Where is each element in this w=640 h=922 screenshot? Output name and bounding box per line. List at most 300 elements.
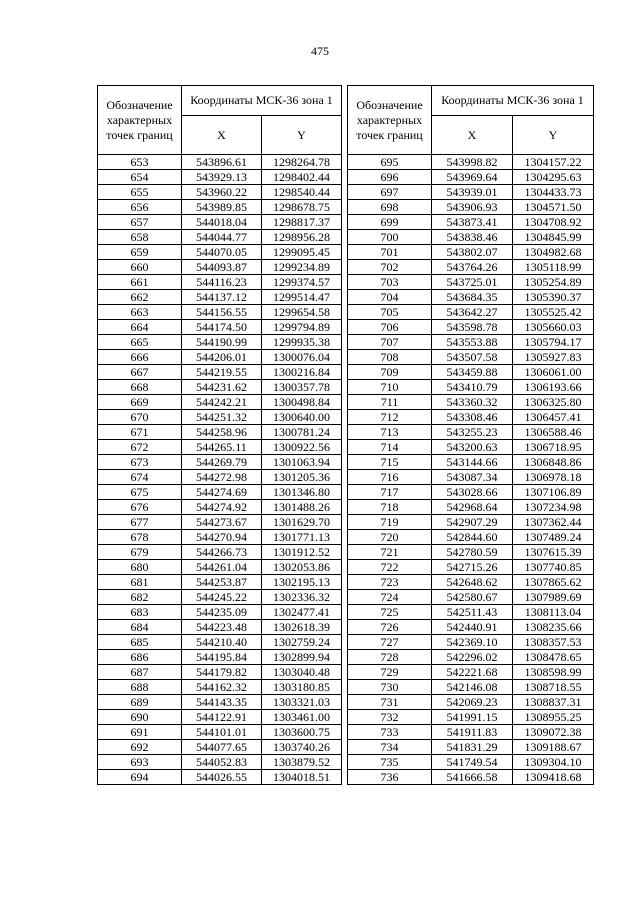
point-number-cell: 653 (98, 155, 182, 170)
table-row (348, 575, 594, 590)
point-number-cell: 710 (348, 380, 432, 395)
point-number-cell: 711 (348, 395, 432, 410)
point-number-cell: 663 (98, 305, 182, 320)
point-number-cell: 697 (348, 185, 432, 200)
y-coordinate-cell: 1309304.10 (513, 755, 594, 770)
x-coordinate-cell: 544156.55 (182, 305, 262, 320)
table-row (98, 365, 342, 380)
x-coordinate-cell: 543998.82 (432, 155, 513, 170)
y-coordinate-cell: 1302618.39 (262, 620, 342, 635)
x-coordinate-cell: 542146.08 (432, 680, 513, 695)
x-coordinate-cell: 544253.87 (182, 575, 262, 590)
point-number-cell: 672 (98, 440, 182, 455)
point-number-cell: 689 (98, 695, 182, 710)
y-coordinate-cell: 1307989.69 (513, 590, 594, 605)
y-coordinate-cell: 1306325.80 (513, 395, 594, 410)
table-row (98, 170, 342, 185)
point-number-cell: 712 (348, 410, 432, 425)
table-row (348, 365, 594, 380)
table-row (348, 290, 594, 305)
point-number-cell: 694 (98, 770, 182, 785)
y-coordinate-cell: 1303321.03 (262, 695, 342, 710)
y-coordinate-cell: 1307106.89 (513, 485, 594, 500)
y-coordinate-cell: 1303600.75 (262, 725, 342, 740)
point-number-cell: 698 (348, 200, 432, 215)
table-row (98, 455, 342, 470)
x-coordinate-cell: 542844.60 (432, 530, 513, 545)
point-number-cell: 658 (98, 230, 182, 245)
x-coordinate-cell: 543873.41 (432, 215, 513, 230)
point-number-cell: 713 (348, 425, 432, 440)
table-row (98, 380, 342, 395)
table-row (348, 410, 594, 425)
y-coordinate-cell: 1306061.00 (513, 365, 594, 380)
x-coordinate-cell: 543028.66 (432, 485, 513, 500)
x-coordinate-cell: 543929.13 (182, 170, 262, 185)
point-number-cell: 687 (98, 665, 182, 680)
table-row (98, 440, 342, 455)
table-row (98, 485, 342, 500)
x-coordinate-cell: 543838.46 (432, 230, 513, 245)
point-number-cell: 680 (98, 560, 182, 575)
y-coordinate-cell: 1303740.26 (262, 740, 342, 755)
y-coordinate-cell: 1302759.24 (262, 635, 342, 650)
x-coordinate-cell: 543255.23 (432, 425, 513, 440)
table-row (348, 275, 594, 290)
y-coordinate-cell: 1307740.85 (513, 560, 594, 575)
table-row (98, 755, 342, 770)
y-coordinate-cell: 1302899.94 (262, 650, 342, 665)
y-coordinate-cell: 1308837.31 (513, 695, 594, 710)
x-coordinate-cell: 543906.93 (432, 200, 513, 215)
y-coordinate-cell: 1304982.68 (513, 245, 594, 260)
x-coordinate-cell: 543939.01 (432, 185, 513, 200)
table-row (98, 605, 342, 620)
table-row (348, 335, 594, 350)
point-number-cell: 725 (348, 605, 432, 620)
y-coordinate-cell: 1300781.24 (262, 425, 342, 440)
x-coordinate-cell: 543200.63 (432, 440, 513, 455)
y-coordinate-cell: 1299794.89 (262, 320, 342, 335)
x-coordinate-cell: 544210.40 (182, 635, 262, 650)
point-number-cell: 685 (98, 635, 182, 650)
x-coordinate-cell: 542369.10 (432, 635, 513, 650)
table-row (348, 185, 594, 200)
point-number-cell: 690 (98, 710, 182, 725)
point-number-cell: 669 (98, 395, 182, 410)
x-coordinate-cell: 542648.62 (432, 575, 513, 590)
point-number-cell: 716 (348, 470, 432, 485)
x-coordinate-cell: 544026.55 (182, 770, 262, 785)
table-row (348, 665, 594, 680)
x-coordinate-cell: 544206.01 (182, 350, 262, 365)
y-coordinate-cell: 1302053.86 (262, 560, 342, 575)
table-row (348, 455, 594, 470)
point-number-cell: 674 (98, 470, 182, 485)
x-coordinate-cell: 543553.88 (432, 335, 513, 350)
y-coordinate-cell: 1304157.22 (513, 155, 594, 170)
header-x: X (432, 116, 513, 155)
y-coordinate-cell: 1306718.95 (513, 440, 594, 455)
y-coordinate-cell: 1306193.66 (513, 380, 594, 395)
table-row (348, 215, 594, 230)
y-coordinate-cell: 1302336.32 (262, 590, 342, 605)
point-number-cell: 660 (98, 260, 182, 275)
y-coordinate-cell: 1299374.57 (262, 275, 342, 290)
point-number-cell: 688 (98, 680, 182, 695)
y-coordinate-cell: 1298540.44 (262, 185, 342, 200)
y-coordinate-cell: 1308357.53 (513, 635, 594, 650)
point-number-cell: 723 (348, 575, 432, 590)
point-number-cell: 728 (348, 650, 432, 665)
point-number-cell: 682 (98, 590, 182, 605)
table-row (348, 515, 594, 530)
table-row (348, 605, 594, 620)
x-coordinate-cell: 541749.54 (432, 755, 513, 770)
x-coordinate-cell: 544101.01 (182, 725, 262, 740)
table-row (348, 650, 594, 665)
x-coordinate-cell: 544231.62 (182, 380, 262, 395)
x-coordinate-cell: 544044.77 (182, 230, 262, 245)
point-number-cell: 704 (348, 290, 432, 305)
y-coordinate-cell: 1304295.63 (513, 170, 594, 185)
point-number-cell: 662 (98, 290, 182, 305)
y-coordinate-cell: 1307489.24 (513, 530, 594, 545)
x-coordinate-cell: 542968.64 (432, 500, 513, 515)
y-coordinate-cell: 1308598.99 (513, 665, 594, 680)
table-body-left (98, 155, 342, 785)
point-number-cell: 695 (348, 155, 432, 170)
table-row (98, 425, 342, 440)
x-coordinate-cell: 542511.43 (432, 605, 513, 620)
y-coordinate-cell: 1303040.48 (262, 665, 342, 680)
point-number-cell: 731 (348, 695, 432, 710)
point-number-cell: 706 (348, 320, 432, 335)
table-row (348, 560, 594, 575)
y-coordinate-cell: 1301346.80 (262, 485, 342, 500)
y-coordinate-cell: 1300640.00 (262, 410, 342, 425)
point-number-cell: 726 (348, 620, 432, 635)
y-coordinate-cell: 1303180.85 (262, 680, 342, 695)
header-designation: Обозначение характерных точек границ (98, 86, 182, 155)
point-number-cell: 665 (98, 335, 182, 350)
table-row (348, 170, 594, 185)
table-row (348, 155, 594, 170)
x-coordinate-cell: 544179.82 (182, 665, 262, 680)
table-row (98, 500, 342, 515)
y-coordinate-cell: 1309418.68 (513, 770, 594, 785)
x-coordinate-cell: 541991.15 (432, 710, 513, 725)
x-coordinate-cell: 543960.22 (182, 185, 262, 200)
x-coordinate-cell: 544143.35 (182, 695, 262, 710)
y-coordinate-cell: 1299514.47 (262, 290, 342, 305)
point-number-cell: 692 (98, 740, 182, 755)
y-coordinate-cell: 1305794.17 (513, 335, 594, 350)
x-coordinate-cell: 543507.58 (432, 350, 513, 365)
table-row (348, 680, 594, 695)
table-row (98, 215, 342, 230)
point-number-cell: 667 (98, 365, 182, 380)
point-number-cell: 717 (348, 485, 432, 500)
y-coordinate-cell: 1307234.98 (513, 500, 594, 515)
x-coordinate-cell: 544261.04 (182, 560, 262, 575)
point-number-cell: 721 (348, 545, 432, 560)
y-coordinate-cell: 1304708.92 (513, 215, 594, 230)
point-number-cell: 700 (348, 230, 432, 245)
y-coordinate-cell: 1308478.65 (513, 650, 594, 665)
y-coordinate-cell: 1308113.04 (513, 605, 594, 620)
point-number-cell: 655 (98, 185, 182, 200)
x-coordinate-cell: 542296.02 (432, 650, 513, 665)
point-number-cell: 705 (348, 305, 432, 320)
point-number-cell: 718 (348, 500, 432, 515)
y-coordinate-cell: 1306848.86 (513, 455, 594, 470)
y-coordinate-cell: 1303879.52 (262, 755, 342, 770)
table-row (98, 260, 342, 275)
table-row (98, 320, 342, 335)
x-coordinate-cell: 542715.26 (432, 560, 513, 575)
table-row (98, 545, 342, 560)
x-coordinate-cell: 543308.46 (432, 410, 513, 425)
x-coordinate-cell: 544174.50 (182, 320, 262, 335)
x-coordinate-cell: 542069.23 (432, 695, 513, 710)
y-coordinate-cell: 1298817.37 (262, 215, 342, 230)
y-coordinate-cell: 1304018.51 (262, 770, 342, 785)
x-coordinate-cell: 544070.05 (182, 245, 262, 260)
table-row (348, 395, 594, 410)
x-coordinate-cell: 543598.78 (432, 320, 513, 335)
y-coordinate-cell: 1303461.00 (262, 710, 342, 725)
point-number-cell: 722 (348, 560, 432, 575)
table-row (98, 470, 342, 485)
point-number-cell: 679 (98, 545, 182, 560)
x-coordinate-cell: 541831.29 (432, 740, 513, 755)
y-coordinate-cell: 1300076.04 (262, 350, 342, 365)
point-number-cell: 684 (98, 620, 182, 635)
point-number-cell: 730 (348, 680, 432, 695)
table-row (348, 710, 594, 725)
table-row (98, 200, 342, 215)
x-coordinate-cell: 543684.35 (432, 290, 513, 305)
x-coordinate-cell: 542580.67 (432, 590, 513, 605)
point-number-cell: 709 (348, 365, 432, 380)
x-coordinate-cell: 544195.84 (182, 650, 262, 665)
point-number-cell: 678 (98, 530, 182, 545)
point-number-cell: 729 (348, 665, 432, 680)
table-row (98, 245, 342, 260)
y-coordinate-cell: 1305390.37 (513, 290, 594, 305)
table-row (98, 770, 342, 785)
point-number-cell: 715 (348, 455, 432, 470)
y-coordinate-cell: 1302477.41 (262, 605, 342, 620)
point-number-cell: 735 (348, 755, 432, 770)
y-coordinate-cell: 1306978.18 (513, 470, 594, 485)
y-coordinate-cell: 1306457.41 (513, 410, 594, 425)
point-number-cell: 736 (348, 770, 432, 785)
coordinates-table-right (347, 85, 594, 785)
point-number-cell: 707 (348, 335, 432, 350)
point-number-cell: 732 (348, 710, 432, 725)
table-row (98, 635, 342, 650)
table-row (348, 500, 594, 515)
x-coordinate-cell: 542780.59 (432, 545, 513, 560)
y-coordinate-cell: 1301771.13 (262, 530, 342, 545)
y-coordinate-cell: 1307865.62 (513, 575, 594, 590)
table-row (98, 305, 342, 320)
x-coordinate-cell: 544274.69 (182, 485, 262, 500)
table-row (98, 290, 342, 305)
x-coordinate-cell: 543989.85 (182, 200, 262, 215)
table-row (348, 725, 594, 740)
y-coordinate-cell: 1305927.83 (513, 350, 594, 365)
point-number-cell: 691 (98, 725, 182, 740)
y-coordinate-cell: 1300922.56 (262, 440, 342, 455)
point-number-cell: 734 (348, 740, 432, 755)
x-coordinate-cell: 542440.91 (432, 620, 513, 635)
x-coordinate-cell: 544266.73 (182, 545, 262, 560)
x-coordinate-cell: 544162.32 (182, 680, 262, 695)
y-coordinate-cell: 1298264.78 (262, 155, 342, 170)
x-coordinate-cell: 543410.79 (432, 380, 513, 395)
table-row (348, 755, 594, 770)
x-coordinate-cell: 544190.99 (182, 335, 262, 350)
header-y: Y (513, 116, 594, 155)
y-coordinate-cell: 1307615.39 (513, 545, 594, 560)
table-body-right (348, 155, 594, 785)
x-coordinate-cell: 543969.64 (432, 170, 513, 185)
y-coordinate-cell: 1298402.44 (262, 170, 342, 185)
x-coordinate-cell: 543144.66 (432, 455, 513, 470)
table-row (98, 590, 342, 605)
y-coordinate-cell: 1301912.52 (262, 545, 342, 560)
x-coordinate-cell: 541666.58 (432, 770, 513, 785)
y-coordinate-cell: 1308718.55 (513, 680, 594, 695)
x-coordinate-cell: 544077.65 (182, 740, 262, 755)
y-coordinate-cell: 1299095.45 (262, 245, 342, 260)
point-number-cell: 671 (98, 425, 182, 440)
table-row (348, 440, 594, 455)
y-coordinate-cell: 1302195.13 (262, 575, 342, 590)
y-coordinate-cell: 1298678.75 (262, 200, 342, 215)
x-coordinate-cell: 543459.88 (432, 365, 513, 380)
table-row (98, 530, 342, 545)
point-number-cell: 693 (98, 755, 182, 770)
table-row (98, 335, 342, 350)
x-coordinate-cell: 544093.87 (182, 260, 262, 275)
point-number-cell: 719 (348, 515, 432, 530)
point-number-cell: 696 (348, 170, 432, 185)
table-row (98, 560, 342, 575)
table-row (348, 380, 594, 395)
y-coordinate-cell: 1301629.70 (262, 515, 342, 530)
point-number-cell: 701 (348, 245, 432, 260)
coordinates-table-left (97, 85, 342, 785)
x-coordinate-cell: 543802.07 (432, 245, 513, 260)
table-row (348, 530, 594, 545)
y-coordinate-cell: 1308955.25 (513, 710, 594, 725)
y-coordinate-cell: 1299654.58 (262, 305, 342, 320)
y-coordinate-cell: 1305254.89 (513, 275, 594, 290)
table-row (98, 275, 342, 290)
x-coordinate-cell: 543360.32 (432, 395, 513, 410)
table-row (348, 230, 594, 245)
header-x: X (182, 116, 262, 155)
point-number-cell: 659 (98, 245, 182, 260)
y-coordinate-cell: 1308235.66 (513, 620, 594, 635)
table-row (98, 665, 342, 680)
x-coordinate-cell: 541911.83 (432, 725, 513, 740)
y-coordinate-cell: 1300216.84 (262, 365, 342, 380)
point-number-cell: 664 (98, 320, 182, 335)
point-number-cell: 702 (348, 260, 432, 275)
header-coordinates: Координаты МСК-36 зона 1 (182, 86, 342, 116)
table-row (348, 695, 594, 710)
point-number-cell: 714 (348, 440, 432, 455)
table-row (98, 650, 342, 665)
header-designation: Обозначение характерных точек границ (348, 86, 432, 155)
point-number-cell: 703 (348, 275, 432, 290)
y-coordinate-cell: 1305118.99 (513, 260, 594, 275)
point-number-cell: 733 (348, 725, 432, 740)
table-row (98, 410, 342, 425)
x-coordinate-cell: 543087.34 (432, 470, 513, 485)
point-number-cell: 720 (348, 530, 432, 545)
y-coordinate-cell: 1304433.73 (513, 185, 594, 200)
table-row (98, 350, 342, 365)
point-number-cell: 661 (98, 275, 182, 290)
y-coordinate-cell: 1301488.26 (262, 500, 342, 515)
table-row (348, 635, 594, 650)
point-number-cell: 654 (98, 170, 182, 185)
x-coordinate-cell: 543896.61 (182, 155, 262, 170)
x-coordinate-cell: 544269.79 (182, 455, 262, 470)
point-number-cell: 677 (98, 515, 182, 530)
x-coordinate-cell: 544274.92 (182, 500, 262, 515)
table-row (348, 350, 594, 365)
x-coordinate-cell: 544273.67 (182, 515, 262, 530)
point-number-cell: 657 (98, 215, 182, 230)
point-number-cell: 686 (98, 650, 182, 665)
y-coordinate-cell: 1304571.50 (513, 200, 594, 215)
x-coordinate-cell: 543642.27 (432, 305, 513, 320)
x-coordinate-cell: 544137.12 (182, 290, 262, 305)
x-coordinate-cell: 544242.21 (182, 395, 262, 410)
x-coordinate-cell: 544251.32 (182, 410, 262, 425)
point-number-cell: 666 (98, 350, 182, 365)
table-row (348, 425, 594, 440)
x-coordinate-cell: 544265.11 (182, 440, 262, 455)
x-coordinate-cell: 544272.98 (182, 470, 262, 485)
table-row (98, 725, 342, 740)
x-coordinate-cell: 544270.94 (182, 530, 262, 545)
y-coordinate-cell: 1304845.99 (513, 230, 594, 245)
x-coordinate-cell: 544223.48 (182, 620, 262, 635)
table-row (98, 695, 342, 710)
table-row (348, 470, 594, 485)
x-coordinate-cell: 544258.96 (182, 425, 262, 440)
point-number-cell: 668 (98, 380, 182, 395)
point-number-cell: 673 (98, 455, 182, 470)
x-coordinate-cell: 543764.26 (432, 260, 513, 275)
table-row (98, 710, 342, 725)
point-number-cell: 683 (98, 605, 182, 620)
y-coordinate-cell: 1299935.38 (262, 335, 342, 350)
point-number-cell: 681 (98, 575, 182, 590)
table-row (348, 245, 594, 260)
y-coordinate-cell: 1300357.78 (262, 380, 342, 395)
table-row (98, 155, 342, 170)
y-coordinate-cell: 1306588.46 (513, 425, 594, 440)
